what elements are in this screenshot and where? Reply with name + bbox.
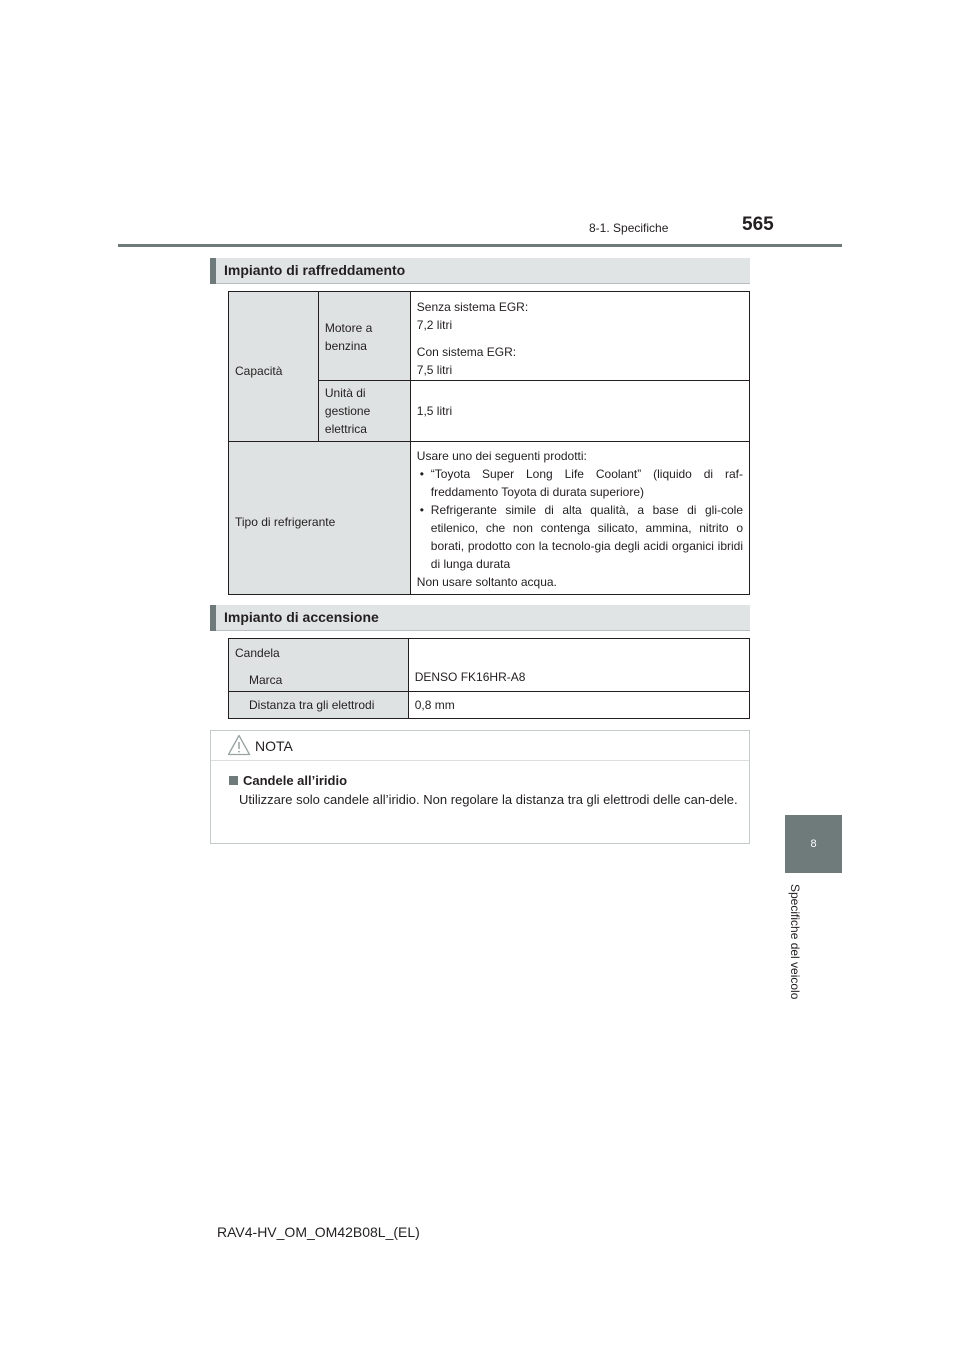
- page-number: 565: [742, 214, 774, 235]
- nota-box: [210, 730, 750, 844]
- nota-body: [229, 773, 741, 809]
- section-title: 8-1. Specifiche: [589, 221, 669, 235]
- ignition-spec-table: [228, 638, 750, 719]
- brand-value: DENSO FK16HR-A8: [408, 639, 749, 692]
- gap-value: 0,8 mm: [408, 692, 749, 719]
- coolant-warning: Non usare soltanto acqua.: [416, 575, 557, 589]
- cooling-section-header: [210, 258, 750, 284]
- manual-code: RAV4-HV_OM_OM42B08L_(EL): [217, 1224, 420, 1240]
- coolant-intro: Usare uno dei seguenti prodotti:: [416, 449, 587, 463]
- ignition-section-header: [210, 605, 750, 631]
- nota-text: Utilizzare solo candele all’iridio. Non regolare la distanza tra gli elettrodi delle can-dele.: [239, 792, 738, 807]
- with-egr-value: 7,5 litri: [416, 363, 453, 377]
- coolant-options-list: [417, 465, 743, 573]
- coolant-option: • Refrigerante simile di alta qualità, a base di gli-cole etilenico, che non contenga silicato, ammina, nitrito o borati, prodotto con la tecnolo-gia degli acidi organici ibridi di lunga durata: [417, 501, 743, 573]
- capacity-label: Capacità: [229, 292, 319, 442]
- cooling-spec-table: [228, 291, 750, 595]
- gap-label: Distanza tra gli elettrodi: [229, 692, 409, 719]
- cooling-section-title: Impianto di raffreddamento: [224, 262, 406, 278]
- nota-label: NOTA: [255, 738, 293, 754]
- ignition-section-title: Impianto di accensione: [224, 609, 379, 625]
- without-egr-value: 7,2 litri: [416, 318, 453, 332]
- coolant-option: • “Toyota Super Long Life Coolant” (liquido di raf-freddamento Toyota di durata superiore): [417, 465, 743, 501]
- header-rule: [118, 244, 842, 247]
- nota-subtitle: Candele all’iridio: [229, 773, 741, 788]
- coolant-type-label: Tipo di refrigerante: [229, 442, 411, 595]
- electric-unit-value: 1,5 litri: [410, 381, 749, 442]
- square-bullet-icon: [229, 776, 238, 785]
- chapter-title: Specifiche del veicolo: [788, 884, 802, 1000]
- petrol-engine-capacity: [410, 292, 749, 381]
- warning-icon: [227, 734, 251, 756]
- spark-plug-label: Candela: [235, 646, 280, 660]
- without-egr-label: Senza sistema EGR:: [416, 300, 529, 314]
- electric-unit-label: Unità di gestione elettrica: [318, 381, 410, 442]
- coolant-type-value: [410, 442, 749, 595]
- spark-plug-cell: [229, 639, 409, 692]
- chapter-tab: 8: [785, 815, 842, 873]
- brand-label: Marca: [249, 673, 283, 687]
- petrol-engine-label: Motore a benzina: [318, 292, 410, 381]
- with-egr-label: Con sistema EGR:: [416, 345, 517, 359]
- nota-header: [211, 731, 749, 761]
